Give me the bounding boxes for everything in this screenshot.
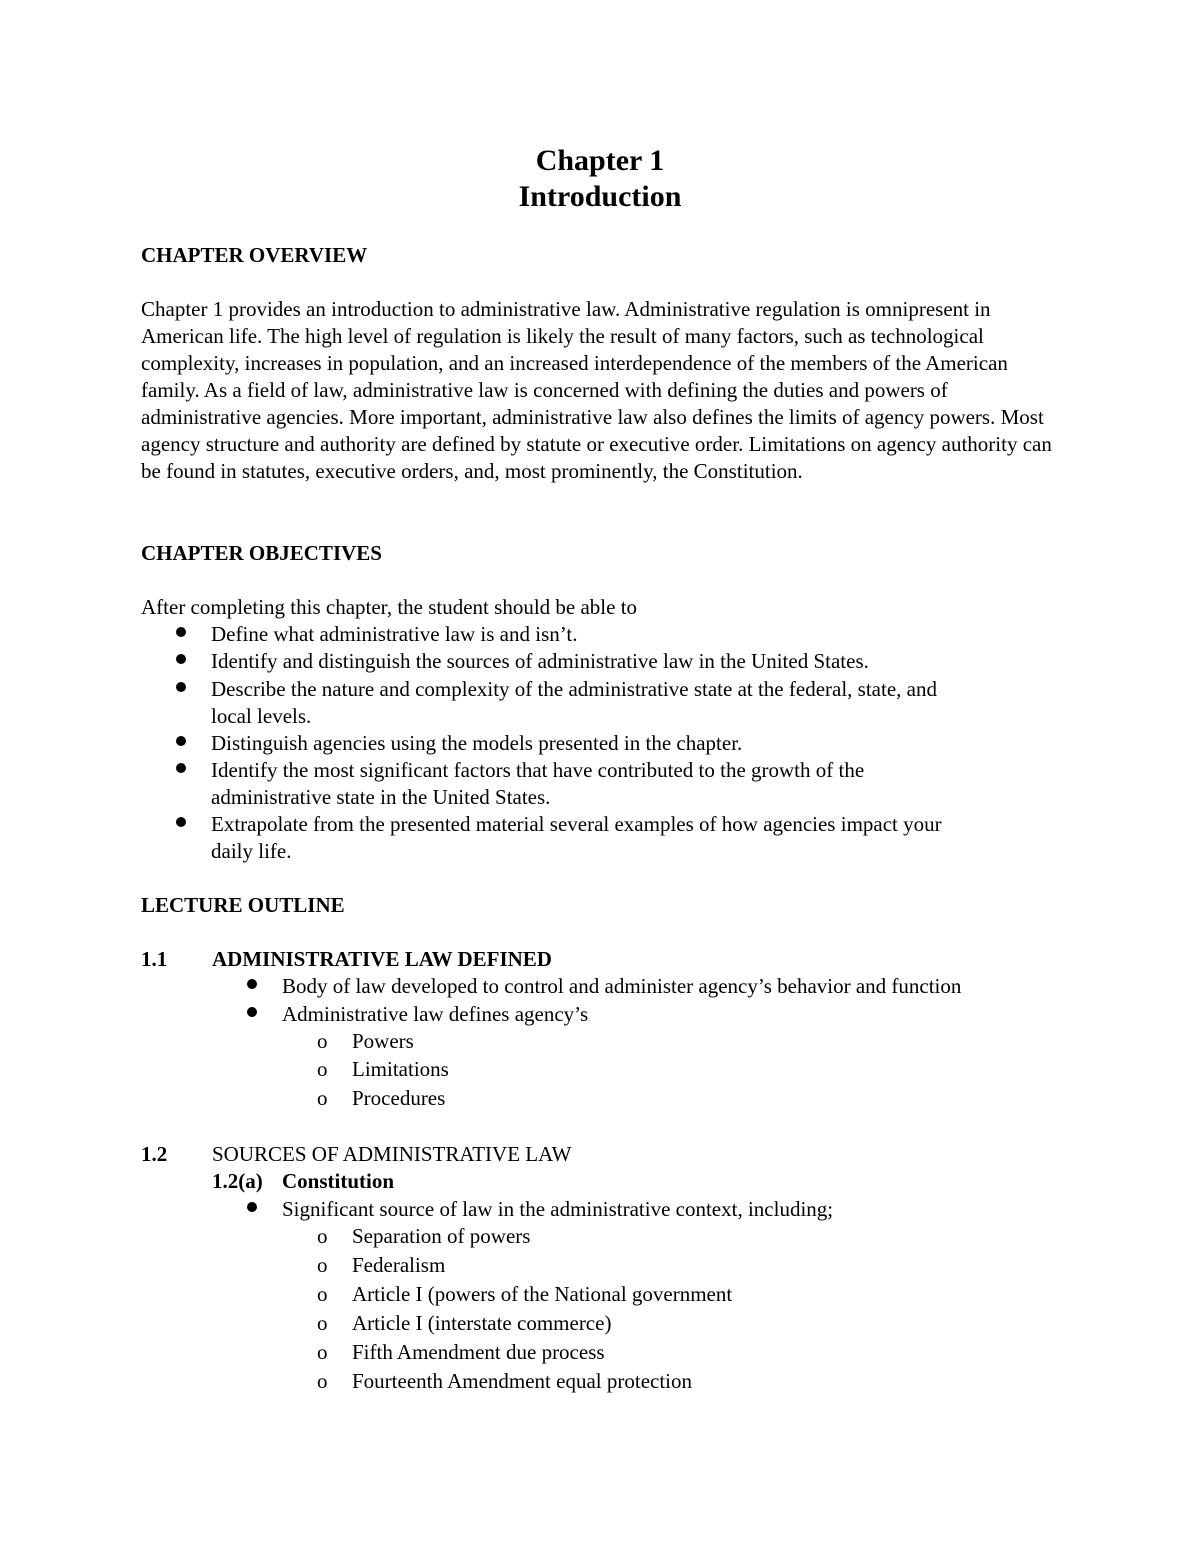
chapter-number: Chapter 1 xyxy=(535,144,665,177)
bullet-icon xyxy=(176,682,186,692)
objective-item: Define what administrative law is and isn’t. xyxy=(211,622,578,646)
bullet-icon xyxy=(176,763,186,773)
outline-sub-item: Article I (interstate commerce) xyxy=(352,1311,612,1335)
outline-bullet: Body of law developed to control and administer agency’s behavior and function xyxy=(282,974,962,998)
bullet-icon xyxy=(247,979,257,989)
sub-bullet-marker: o xyxy=(317,1253,328,1277)
section-number: 1.2 xyxy=(141,1142,168,1166)
objective-item-continued: daily life. xyxy=(211,839,292,863)
outline-bullet: Significant source of law in the administrative context, including; xyxy=(282,1197,834,1221)
outline-sub-item: Limitations xyxy=(352,1057,449,1081)
subsection-number: 1.2(a) xyxy=(212,1169,263,1193)
objective-item-continued: local levels. xyxy=(211,704,312,728)
sub-bullet-marker: o xyxy=(317,1311,328,1335)
objective-item: Extrapolate from the presented material several examples of how agencies impact your xyxy=(211,812,942,836)
outline-sub-item: Federalism xyxy=(352,1253,446,1277)
outline-bullet: Administrative law defines agency’s xyxy=(282,1002,589,1026)
section-number: 1.1 xyxy=(141,947,168,971)
sub-bullet-marker: o xyxy=(317,1224,328,1248)
chapter-title: Introduction xyxy=(518,180,682,213)
outline-sub-item: Fourteenth Amendment equal protection xyxy=(352,1369,692,1393)
objective-item: Describe the nature and complexity of the administrative state at the federal, state, and xyxy=(211,677,937,701)
sub-bullet-marker: o xyxy=(317,1057,328,1081)
sub-bullet-marker: o xyxy=(317,1369,328,1393)
overview-heading: CHAPTER OVERVIEW xyxy=(141,243,368,267)
bullet-icon xyxy=(247,1202,257,1212)
objective-item: Identify and distinguish the sources of administrative law in the United States. xyxy=(211,649,869,673)
section-title: SOURCES OF ADMINISTRATIVE LAW xyxy=(212,1142,572,1166)
section-title: ADMINISTRATIVE LAW DEFINED xyxy=(212,947,552,971)
outline-sub-item: Article I (powers of the National government xyxy=(352,1282,733,1306)
sub-bullet-marker: o xyxy=(317,1340,328,1364)
outline-sub-item: Powers xyxy=(352,1029,414,1053)
objectives-intro: After completing this chapter, the student should be able to xyxy=(141,595,638,619)
objective-item-continued: administrative state in the United States. xyxy=(211,785,551,809)
sub-bullet-marker: o xyxy=(317,1086,328,1110)
bullet-icon xyxy=(176,736,186,746)
sub-bullet-marker: o xyxy=(317,1282,328,1306)
objectives-heading: CHAPTER OBJECTIVES xyxy=(141,541,382,565)
bullet-icon xyxy=(176,627,186,637)
objective-item: Identify the most significant factors that have contributed to the growth of the xyxy=(211,758,865,782)
outline-sub-item: Fifth Amendment due process xyxy=(352,1340,605,1364)
bullet-icon xyxy=(176,817,186,827)
outline-sub-item: Separation of powers xyxy=(352,1224,531,1248)
subsection-title: Constitution xyxy=(282,1169,395,1193)
overview-paragraph: Chapter 1 provides an introduction to administrative law. Administrative regulation is omnipresent in American life. The high level of regulation is likely the result of many factors, such as technological complexity, increases in population, and an increased interdependence of the members of the American family. As a field of law, administrative law is concerned with defining the duties and powers of administrative agencies. More important, administrative law also defines the limits of agency powers. Most agency structure and authority are defined by statute or executive order. Limitations on agency authority can be found in statutes, executive orders, and, most prominently, the Constitution. xyxy=(141,297,1052,483)
outline-sub-item: Procedures xyxy=(352,1086,446,1110)
sub-bullet-marker: o xyxy=(317,1029,328,1053)
bullet-icon xyxy=(176,654,186,664)
objective-item: Distinguish agencies using the models presented in the chapter. xyxy=(211,731,743,755)
bullet-icon xyxy=(247,1007,257,1017)
outline-heading: LECTURE OUTLINE xyxy=(141,893,345,917)
